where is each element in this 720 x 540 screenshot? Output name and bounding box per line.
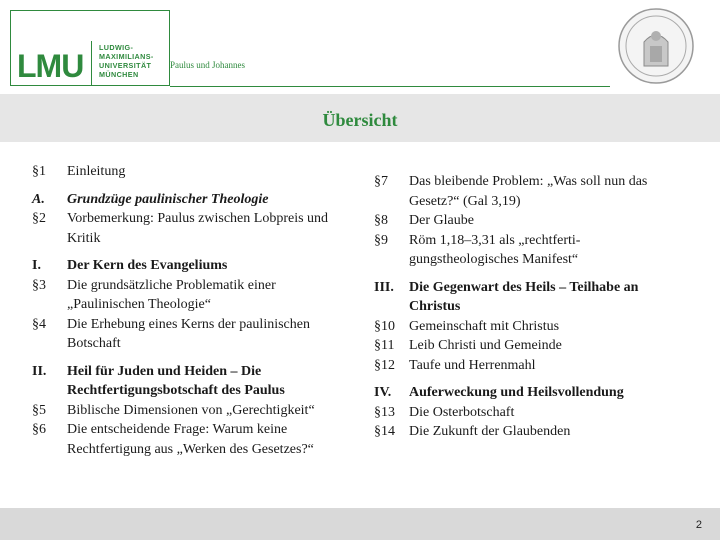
toc-text: Der Glaube <box>409 213 474 228</box>
lmu-logo-text <box>99 43 169 79</box>
toc-text: Die grundsätzliche Problematik einer „Paulinischen Theologie“ <box>67 277 276 312</box>
toc-number: A. <box>32 191 45 207</box>
toc-entry <box>32 276 332 315</box>
toc-text: Taufe und Herrenmahl <box>409 357 536 373</box>
toc-number: §12 <box>374 357 395 373</box>
toc-entry <box>32 190 332 210</box>
toc-number: I. <box>32 258 41 273</box>
logo-line: UNIVERSITÄT <box>99 61 152 70</box>
logo-line: LUDWIG- <box>99 43 134 52</box>
toc-entry <box>32 162 332 182</box>
logo-line: MAXIMILIANS- <box>99 52 154 61</box>
toc-number: §2 <box>32 211 46 226</box>
toc-entry <box>374 211 674 231</box>
toc-entry <box>374 336 674 356</box>
toc-number: §6 <box>32 422 46 437</box>
lmu-logo-mark: LMU <box>17 48 84 84</box>
toc-left-column <box>32 162 332 459</box>
toc-entry <box>32 401 332 421</box>
toc-entry <box>32 362 332 401</box>
toc-number: §7 <box>374 174 388 189</box>
toc-text: Die Zukunft der Glaubenden <box>409 424 571 439</box>
toc-number: §1 <box>32 164 46 179</box>
toc-text: Vorbemerkung: Paulus zwischen Lobpreis und Kritik <box>67 211 329 246</box>
toc-number: §10 <box>374 318 395 334</box>
toc-entry <box>32 209 332 248</box>
toc-text: Leib Christi und Gemeinde <box>409 338 562 353</box>
toc-entry <box>32 256 332 276</box>
toc-number: §3 <box>32 277 46 293</box>
slide-footer <box>0 508 720 540</box>
toc-number: §5 <box>32 402 46 418</box>
slide-title: Übersicht <box>322 110 398 130</box>
page-number: 2 <box>695 519 702 531</box>
toc-text: Biblische Dimensionen von „Gerechtigkeit“ <box>67 402 315 418</box>
toc-text: Die Gegenwart des Heils – Teilhabe an Christus <box>409 279 639 314</box>
toc-text: Heil für Juden und Heiden – Die Rechtfertigungsbotschaft des Paulus <box>67 363 285 398</box>
toc-number: §14 <box>374 424 395 439</box>
toc-number: IV. <box>374 385 392 400</box>
toc-text: Der Kern des Evangeliums <box>67 258 228 273</box>
toc-number: II. <box>32 363 47 379</box>
toc-number: §8 <box>374 213 388 228</box>
toc-number: §11 <box>374 338 395 353</box>
slide-header <box>0 0 720 94</box>
toc-text: Grundzüge paulinischer Theologie <box>67 191 269 207</box>
toc-number: III. <box>374 279 394 295</box>
university-seal-icon <box>616 6 696 86</box>
toc-right-column <box>374 172 674 442</box>
toc-text: Röm 1,18–3,31 als „rechtferti-gungstheologisches Manifest“ <box>409 232 581 267</box>
toc-entry <box>374 383 674 403</box>
toc-entry <box>374 356 674 376</box>
toc-text: Die Osterbotschaft <box>409 404 515 420</box>
logo-separator <box>91 41 92 85</box>
logo-line: MÜNCHEN <box>99 70 139 79</box>
toc-text: Auferweckung und Heilsvollendung <box>409 385 624 400</box>
toc-entry <box>374 172 674 211</box>
toc-number: §9 <box>374 232 388 248</box>
toc-text: Die Erhebung eines Kerns der paulinischen Botschaft <box>67 316 310 351</box>
toc-entry <box>374 231 674 270</box>
header-divider <box>170 86 610 87</box>
toc-entry <box>374 422 674 442</box>
toc-entry <box>374 278 674 317</box>
toc-text: Gemeinschaft mit Christus <box>409 318 560 334</box>
course-title: Paulus und Johannes <box>170 60 245 70</box>
toc-text: Die entscheidende Frage: Warum keine Rechtfertigung aus „Werken des Gesetzes?“ <box>67 422 314 457</box>
toc-number: §4 <box>32 316 46 332</box>
toc-entry <box>32 420 332 459</box>
toc-entry <box>374 403 674 423</box>
toc-entry <box>32 315 332 354</box>
toc-number: §13 <box>374 404 395 420</box>
toc-entry <box>374 317 674 337</box>
toc-text: Das bleibende Problem: „Was soll nun das Gesetz?“ (Gal 3,19) <box>409 174 648 209</box>
toc-text: Einleitung <box>67 164 126 179</box>
lmu-logo <box>10 10 170 86</box>
